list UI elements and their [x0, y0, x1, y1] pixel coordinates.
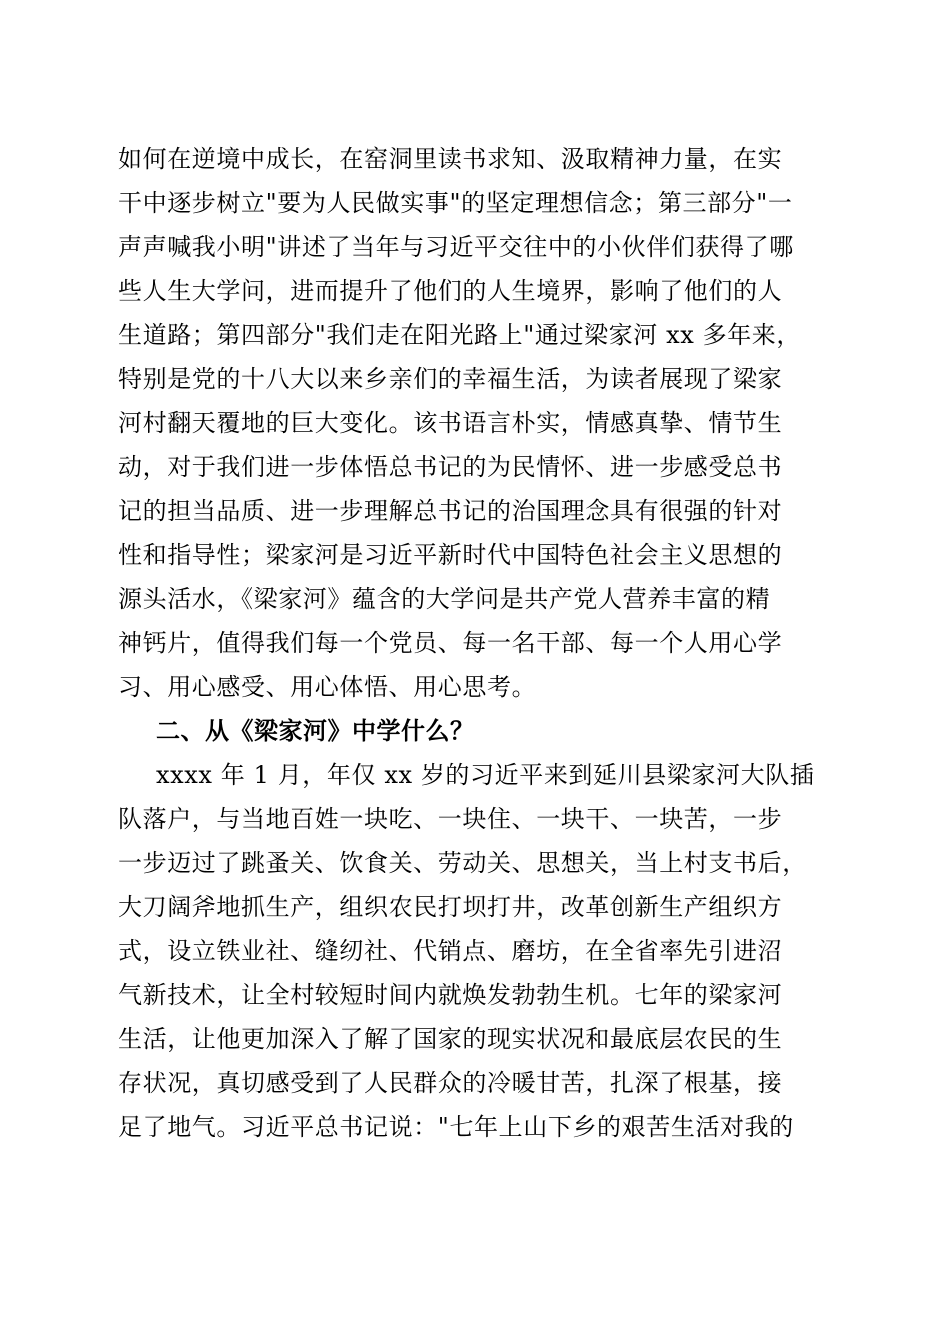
paragraph-line: 习、用心感受、用心体悟、用心思考。 [118, 673, 537, 701]
paragraph-line: 存状况，真切感受到了人民群众的冷暖甘苦，扎深了根基，接 [118, 1069, 783, 1097]
paragraph-line: 队落户，与当地百姓一块吃、一块住、一块干、一块苦，一步 [118, 805, 783, 833]
paragraph-line: 生活，让他更加深入了解了国家的现实状况和最底层农民的生 [118, 1025, 783, 1053]
paragraph-line: 声声喊我小明"讲述了当年与习近平交往中的小伙伴们获得了哪 [118, 233, 794, 261]
paragraph-line: 足了地气。习近平总书记说："七年上山下乡的艰苦生活对我的 [118, 1113, 794, 1141]
paragraph-line: 神钙片，值得我们每一个党员、每一名干部、每一个人用心学 [118, 629, 783, 657]
paragraph-line: 干中逐步树立"要为人民做实事"的坚定理想信念；第三部分"一 [118, 189, 793, 217]
section-heading: 二、从《梁家河》中学什么？ [156, 717, 475, 745]
paragraph-line: 源头活水，《梁家河》蕴含的大学问是共产党人营养丰富的精 [118, 585, 771, 613]
paragraph-line: 特别是党的十八大以来乡亲们的幸福生活，为读者展现了梁家 [118, 365, 783, 393]
paragraph-line: 动，对于我们进一步体悟总书记的为民情怀、进一步感受总书 [118, 453, 783, 481]
paragraph-line: 记的担当品质、进一步理解总书记的治国理念具有很强的针对 [118, 497, 783, 525]
paragraph-line: 式，设立铁业社、缝纫社、代销点、磨坊，在全省率先引进沼 [118, 937, 783, 965]
paragraph-line: 如何在逆境中成长，在窑洞里读书求知、汲取精神力量，在实 [118, 145, 783, 173]
paragraph-line: 生道路；第四部分"我们走在阳光路上"通过梁家河 xx 多年来， [118, 321, 802, 349]
paragraph-line: xxxx 年 1 月，年仅 xx 岁的习近平来到延川县梁家河大队插 [156, 761, 815, 789]
paragraph-line: 性和指导性；梁家河是习近平新时代中国特色社会主义思想的 [118, 541, 783, 569]
paragraph-line: 些人生大学问，进而提升了他们的人生境界，影响了他们的人 [118, 277, 783, 305]
paragraph-line: 气新技术，让全村较短时间内就焕发勃勃生机。七年的梁家河 [118, 981, 783, 1009]
paragraph-line: 大刀阔斧地抓生产，组织农民打坝打井，改革创新生产组织方 [118, 893, 783, 921]
paragraph-line: 河村翻天覆地的巨大变化。该书语言朴实，情感真挚、情节生 [118, 409, 783, 437]
paragraph-line: 一步迈过了跳蚤关、饮食关、劳动关、思想关，当上村支书后， [118, 849, 807, 877]
